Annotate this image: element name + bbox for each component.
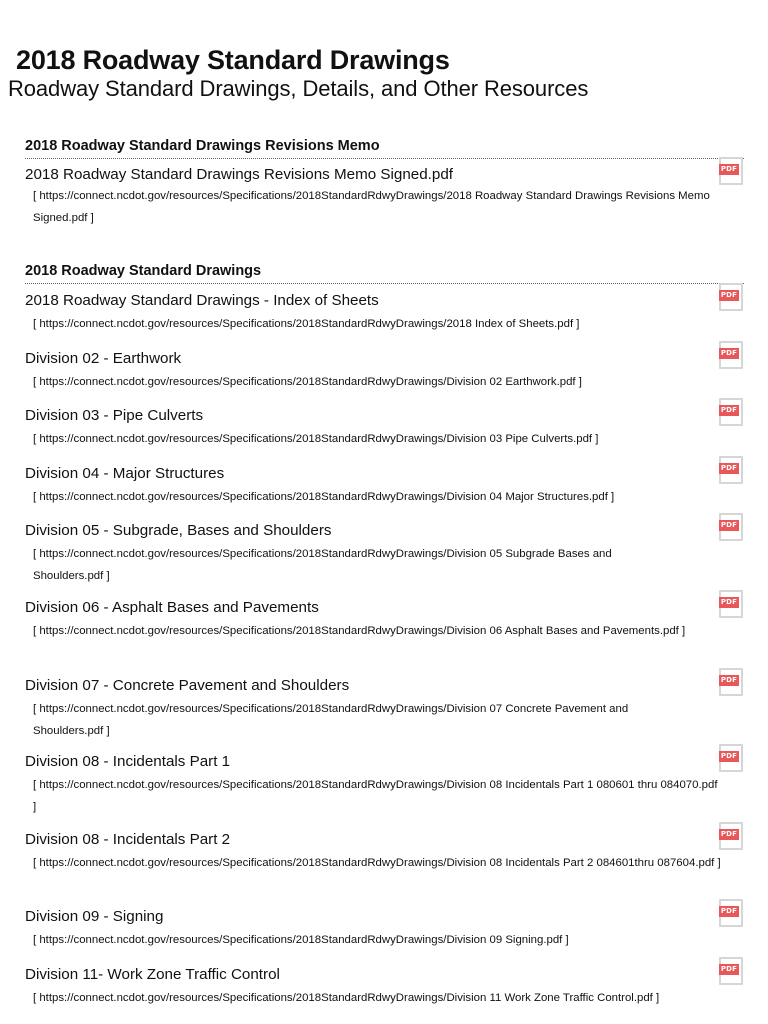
pdf-file-icon[interactable] xyxy=(719,283,743,311)
pdf-file-icon[interactable] xyxy=(719,590,743,618)
pdf-badge: PDF xyxy=(720,965,738,973)
document-link[interactable]: Division 04 - Major Structures xyxy=(25,465,225,482)
pdf-badge: PDF xyxy=(720,165,738,173)
pdf-badge: PDF xyxy=(720,598,738,606)
document-link[interactable]: Division 08 - Incidentals Part 1 xyxy=(25,753,231,770)
document-link[interactable]: Division 06 - Asphalt Bases and Pavements xyxy=(25,599,319,616)
document-link[interactable]: Division 02 - Earthwork xyxy=(25,350,182,367)
document-link[interactable]: Division 11- Work Zone Traffic Control xyxy=(25,966,280,983)
document-link[interactable]: Division 05 - Subgrade, Bases and Shoulders xyxy=(25,522,332,539)
page-title: 2018 Roadway Standard Drawings xyxy=(16,45,450,75)
pdf-badge: PDF xyxy=(720,907,738,915)
pdf-file-icon[interactable] xyxy=(719,899,743,927)
pdf-file-icon[interactable] xyxy=(719,744,743,772)
page-subtitle: Roadway Standard Drawings, Details, and Other Resources xyxy=(8,76,589,101)
pdf-file-icon[interactable] xyxy=(719,398,743,426)
section-heading: 2018 Roadway Standard Drawings xyxy=(25,261,744,284)
pdf-badge: PDF xyxy=(720,464,738,472)
document-url[interactable]: [ https://connect.ncdot.gov/resources/Specifications/2018StandardRdwyDrawings/Division 07 Concrete Pavement and Shoulders.pdf ] xyxy=(33,703,629,737)
document-url[interactable]: [ https://connect.ncdot.gov/resources/Specifications/2018StandardRdwyDrawings/Division 06 Asphalt Bases and Pavements.pdf ] xyxy=(33,625,686,637)
pdf-badge: PDF xyxy=(720,830,738,838)
document-url[interactable]: [ https://connect.ncdot.gov/resources/Specifications/2018StandardRdwyDrawings/Division 09 Signing.pdf ] xyxy=(33,934,569,946)
pdf-file-icon[interactable] xyxy=(719,668,743,696)
document-url[interactable]: [ https://connect.ncdot.gov/resources/Specifications/2018StandardRdwyDrawings/Division 03 Pipe Culverts.pdf ] xyxy=(33,433,599,445)
pdf-file-icon[interactable] xyxy=(719,513,743,541)
pdf-file-icon[interactable] xyxy=(719,456,743,484)
pdf-badge: PDF xyxy=(720,349,738,357)
document-url[interactable]: [ https://connect.ncdot.gov/resources/Specifications/2018StandardRdwyDrawings/Division 11 Work Zone Traffic Control.pdf ] xyxy=(33,992,660,1004)
document-url[interactable]: [ https://connect.ncdot.gov/resources/Specifications/2018StandardRdwyDrawings/Division 02 Earthwork.pdf ] xyxy=(33,376,582,388)
document-url[interactable]: [ https://connect.ncdot.gov/resources/Specifications/2018StandardRdwyDrawings/Division 08 Incidentals Part 1 080601 thru 084070.pdf ] xyxy=(33,779,718,813)
document-url[interactable]: [ https://connect.ncdot.gov/resources/Specifications/2018StandardRdwyDrawings/Division 08 Incidentals Part 2 084601thru 087604.pdf ] xyxy=(33,857,721,869)
pdf-badge: PDF xyxy=(720,521,738,529)
document-url[interactable]: [ https://connect.ncdot.gov/resources/Specifications/2018StandardRdwyDrawings/Division 05 Subgrade Bases and Shoulders.pdf ] xyxy=(33,548,612,582)
pdf-badge: PDF xyxy=(720,406,738,414)
pdf-badge: PDF xyxy=(720,291,738,299)
pdf-badge: PDF xyxy=(720,752,738,760)
pdf-file-icon[interactable] xyxy=(719,341,743,369)
pdf-file-icon[interactable] xyxy=(719,157,743,185)
document-url[interactable]: [ https://connect.ncdot.gov/resources/Specifications/2018StandardRdwyDrawings/2018 Index of Sheets.pdf ] xyxy=(33,318,580,330)
section-heading: 2018 Roadway Standard Drawings Revisions Memo xyxy=(25,136,744,159)
document-link[interactable]: Division 03 - Pipe Culverts xyxy=(25,407,204,424)
pdf-file-icon[interactable] xyxy=(719,822,743,850)
document-link[interactable]: Division 09 - Signing xyxy=(25,908,164,925)
document-link[interactable]: Division 08 - Incidentals Part 2 xyxy=(25,831,231,848)
pdf-badge: PDF xyxy=(720,676,738,684)
pdf-file-icon[interactable] xyxy=(719,957,743,985)
document-link[interactable]: 2018 Roadway Standard Drawings Revisions Memo Signed.pdf xyxy=(25,166,454,183)
document-link[interactable]: 2018 Roadway Standard Drawings - Index of Sheets xyxy=(25,292,379,309)
document-url[interactable]: [ https://connect.ncdot.gov/resources/Specifications/2018StandardRdwyDrawings/2018 Roadway Standard Drawings Revisions Memo Signed.pdf ] xyxy=(33,190,710,224)
document-url[interactable]: [ https://connect.ncdot.gov/resources/Specifications/2018StandardRdwyDrawings/Division 04 Major Structures.pdf ] xyxy=(33,491,615,503)
document-link[interactable]: Division 07 - Concrete Pavement and Shoulders xyxy=(25,677,350,694)
